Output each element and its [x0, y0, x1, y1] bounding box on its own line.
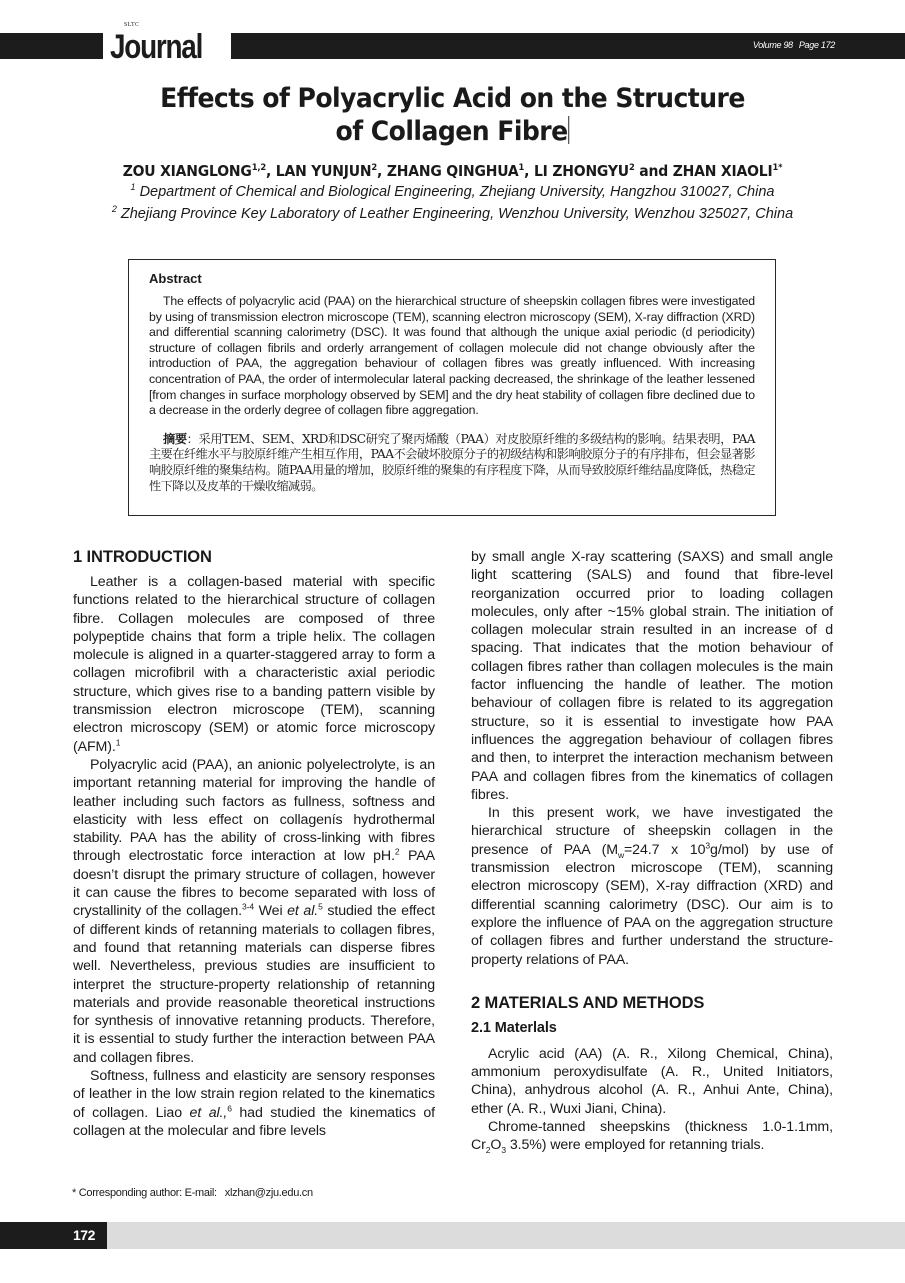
paragraph-text: In this present work, we have investigated the hierarchical structure of sheepskin collagen in the presence of PAA (M [471, 805, 833, 858]
paragraph: Acrylic acid (AA) (A. R., Xilong Chemical, China), ammonium peroxydisulfate (A. R., United Initiators, China), anhydrous alcohol (A. R., Anhui Ante, China), ether (A. R., Wuxi Jiani, China). [471, 1045, 833, 1117]
paragraph-text: O [490, 1137, 502, 1154]
superscript: 3 [705, 840, 711, 851]
citation-ref: 3-4 [241, 901, 254, 912]
journal-logo [110, 22, 226, 68]
author-separator: and [634, 162, 673, 180]
body-column-right [471, 548, 833, 1155]
title-line-2: of Collagen Fibre [335, 116, 568, 147]
paragraph: by small angle X-ray scattering (SAXS) and small angle light scattering (SALS) and found that fibre-level reorganization occurred prior to loading collagen molecules, only after ~15% global strain. The initiation of collagen molecular strain resulted in an increase of d spacing. That indicates that the motion behaviour of collagen fibres rather than collagen molecules is the main factor influencing the handle of leather. The motion behaviour of collagen fibre is related to its aggregation structure, so it is essential to investigate how PAA influences the aggregation behaviour of collagen fibres and then, to interpret the interaction mechanism between PAA and collagen fibres from the kinematics of collagen fibres. [471, 549, 833, 803]
paragraph-text: Wei [253, 903, 288, 920]
abstract-english [149, 294, 755, 419]
footer-bar-light [107, 1222, 905, 1249]
author-separator: , [377, 162, 387, 180]
article-title [32, 82, 874, 148]
corresponding-author-footnote [72, 1186, 313, 1200]
et-al-italic: et al., [189, 1104, 228, 1121]
paragraph [471, 1118, 833, 1155]
affiliation-2 [0, 203, 905, 225]
footnote-label: * Corresponding author: E-mail: [72, 1187, 217, 1199]
paragraph-text: had studied the kinematics of collagen at the molecular and fibre levels [73, 1104, 435, 1139]
citation-ref: 5 [318, 901, 323, 912]
author: LI ZHONGYU [533, 162, 629, 180]
abstract-cn-text: ：采用TEM、SEM、XRD和DSC研究了聚丙烯酸（PAA）对皮胶原纤维的多级结构的影响。结果表明，PAA主要在纤维水平与胶原纤维产生相互作用，PAA不会破坏胶原分子的初级结构和影响胶原分子的有序排布，但会显著影响胶原纤维的聚集结构。随PAA用量的增加，胶原纤维的聚集的有序程度下降，从而导致胶原纤维结晶度降低，热稳定性下降以及皮革的干燥收缩减弱。 [149, 431, 755, 493]
author-separator: , [265, 162, 276, 180]
author: LAN YUNJUN [275, 162, 372, 180]
abstract-paragraph: The effects of polyacrylic acid (PAA) on the hierarchical structure of sheepskin collagen fibres were investigated by using of transmission electron microscope (TEM), scanning electron microscopy (SEM), X-ray diffraction (XRD) and differential scanning calorimetry (DSC). It was found that although the unique axial periodic (d periodicity) structure of collagen fibrils and orderly arrangement of collagen molecule did not change obviously after the introduction of PAA, the aggregation behaviour of collagen fibres was greatly influenced. With increasing concentration of PAA, the order of intermolecular lateral packing decreased, the shrinkage of the leather lessened [from changes in surface morphology observed by SEM] and the dry heat stability of collagen fibre declined due to a decrease in the orderly degree of collagen fibre aggregation. [149, 294, 755, 418]
paragraph-text: studied the effect of different kinds of retanning materials to collagen fibres, and found that retanning materials can disperse fibres well. Nevertheless, previous studies are insufficient to interpret the structure-property relationship of retanning materials and provide reasonable theoretical instructions for synthesis of innovative retanning products. Therefore, it is essential to study further the interaction between PAA and collagen fibres. [73, 903, 436, 1066]
paragraph [471, 804, 833, 969]
article-header [0, 82, 905, 225]
abstract-chinese [149, 432, 755, 494]
affiliation-text: Department of Chemical and Biological Engineering, Zhejiang University, Hangzhou 310027, China [135, 184, 775, 200]
title-line-1: Effects of Polyacrylic Acid on the Structure [160, 83, 745, 114]
paragraph-text: =24.7 x 10 [623, 841, 706, 858]
subscript: 3 [501, 1145, 506, 1156]
paragraph-text: Leather is a collagen-based material with specific functions related to the hierarchical structure of collagen fibre. Collagen molecules are composed of three polypeptide chains that form a triple helix. The collagen molecule is aligned in a quarter-staggered array to form a collagen microfibril with a characteristic axial periodic structure, which gives rise to a banding pattern visible by transmission electron microscope (TEM), scanning electron microscopy (SEM) or atomic force microscopy (AFM). [73, 574, 435, 755]
author: ZHANG QINGHUA [386, 162, 519, 180]
author-affil-sup: 1 [518, 163, 525, 173]
abstract-box [128, 259, 776, 516]
volume-label: Volume 98 [752, 40, 793, 50]
paragraph-text: Polyacrylic acid (PAA), an anionic polyelectrolyte, is an important retanning material for improving the handle of leather including such factors as fullness, softness and elasticity with less effect on collagenís hydrothermal stability. PAA has the ability of cross-linking with fibres through electrostatic force interaction at low pH. [73, 756, 435, 865]
affiliation-1 [0, 181, 905, 203]
section-heading-methods: 2 MATERIALS AND METHODS [471, 993, 705, 1012]
abstract-cn-label: 摘要 [163, 431, 187, 446]
subscript: 2 [485, 1145, 491, 1156]
journal-name: Journal [110, 28, 203, 66]
citation-ref: 1 [115, 736, 121, 747]
author-affil-sup: 2 [371, 163, 378, 173]
subsection-heading-materials: 2.1 Materlals [471, 1019, 557, 1036]
author-affil-sup: 1,2 [251, 163, 266, 173]
paragraph-text: 3.5%) were employed for retanning trials. [506, 1137, 765, 1154]
affiliation-sup: 1 [130, 182, 136, 193]
page-number: 172 [73, 1227, 95, 1243]
paragraph [73, 573, 435, 756]
text-cursor [569, 116, 570, 144]
volume-page-info [753, 39, 835, 51]
affiliation-text: Zhejiang Province Key Laboratory of Leather Engineering, Wenzhou University, Wenzhou 325027, China [116, 206, 794, 222]
author-email-link[interactable]: xlzhan@zju.edu.cn [224, 1187, 313, 1199]
author-separator: , [524, 162, 534, 180]
paragraph-text: Softness, fullness and elasticity are sensory responses of leather in the low strain region related to the kinematics of collagen. Liao [73, 1068, 435, 1121]
abstract-heading: Abstract [149, 271, 202, 286]
header-bar-left [0, 33, 103, 59]
page-label: Page 172 [798, 40, 835, 50]
affiliation-sup: 2 [111, 204, 117, 215]
paragraph-text: PAA doesn’t disrupt the primary structure of collagen, however it can cause the fibres to become separated with loss of crystallinity of the collagen. [73, 848, 435, 920]
section-heading-introduction: 1 INTRODUCTION [73, 548, 212, 566]
subscript: w [617, 849, 624, 860]
et-al-italic: et al. [287, 903, 319, 920]
author-affil-sup: 1* [772, 163, 783, 173]
paragraph [73, 756, 435, 1067]
paragraph-text: g/mol) by use of transmission electron microscope (TEM), scanning electron microscopy (SEM), X-ray diffraction (XRD) and differential scanning calorimetry (DSC). Our aim is to explore the influence of PAA on the aggregation structure of collagen fibres and further understand the structure-property relations of PAA. [471, 841, 833, 968]
author-affil-sup: 2 [628, 163, 635, 173]
paragraph [73, 1067, 435, 1140]
paragraph-text: Chrome-tanned sheepskins (thickness 1.0-1.1mm, Cr [471, 1119, 833, 1154]
body-column-left [73, 547, 435, 1140]
author-list [32, 161, 874, 181]
author: ZOU XIANGLONG [122, 162, 252, 180]
citation-ref: 6 [227, 1102, 232, 1113]
journal-logo-sltc: SLTC [124, 22, 140, 28]
citation-ref: 2 [394, 846, 400, 857]
author: ZHAN XIAOLI [672, 162, 773, 180]
